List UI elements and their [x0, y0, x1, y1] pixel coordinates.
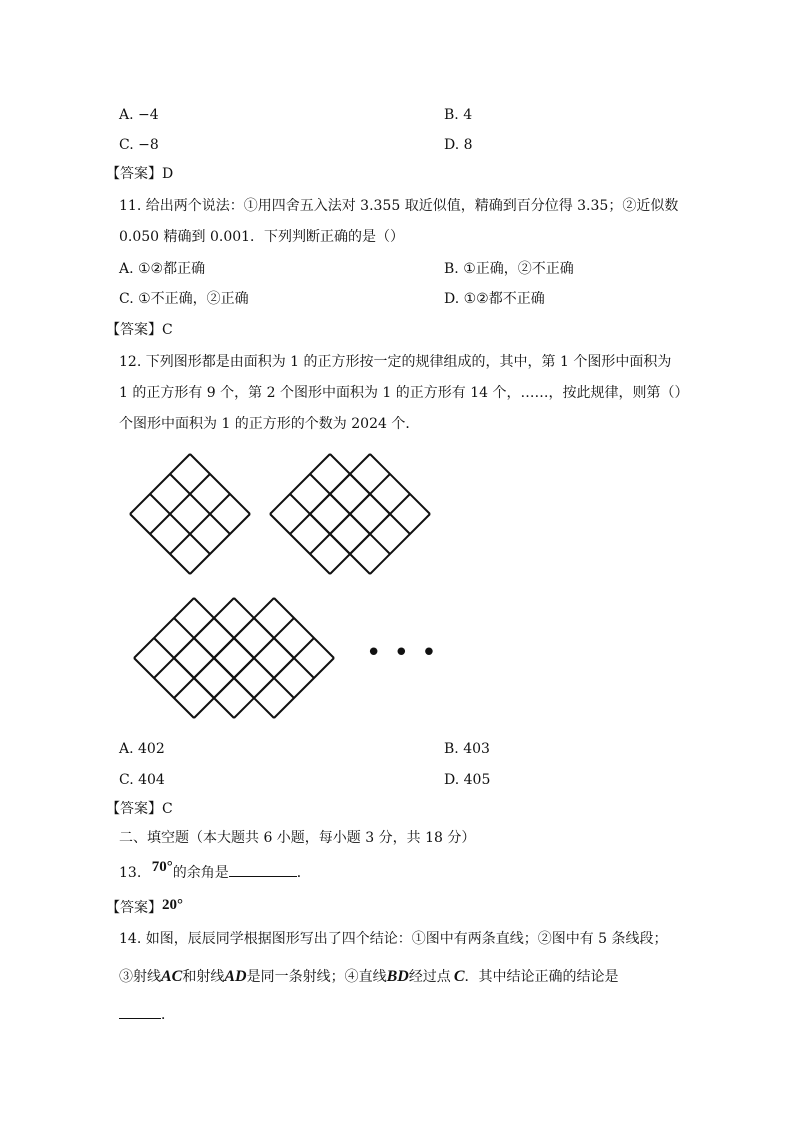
q12-option-a: A. 402 [119, 741, 165, 757]
answer-tag: 【答案】 [106, 166, 162, 182]
q12-figure-2 [268, 452, 432, 576]
section-heading: 二、填空题（本大题共 6 小题，每小题 3 分，共 18 分） [119, 830, 476, 846]
q13-blank[interactable] [229, 862, 297, 877]
q12-figure-1 [128, 452, 252, 576]
q14-part-1: ③射线 [119, 969, 161, 985]
q12-option-d: D. 405 [444, 772, 491, 788]
q13-answer [106, 898, 183, 918]
q12-figure-3 [132, 596, 336, 720]
q10-option-b: B. 4 [444, 107, 473, 123]
q14-answer-line [119, 1004, 175, 1025]
q14-blank[interactable] [119, 1004, 161, 1019]
q13-stem [119, 859, 311, 883]
q11-option-a: A. ①②都正确 [119, 261, 206, 277]
q14-part-4: 经过点 [408, 969, 451, 985]
q13-text: 的余角是 [172, 865, 229, 881]
q14-line-bd: BD [386, 968, 409, 985]
q10-answer [106, 164, 173, 184]
q13-number: 13. [119, 865, 142, 881]
q14-part-2: 和射线 [182, 969, 225, 985]
q11-answer [106, 320, 173, 340]
q14-stem-line-2 [119, 967, 618, 987]
q11-option-b: B. ①正确，②不正确 [444, 261, 574, 277]
q12-option-b: B. 403 [444, 741, 490, 757]
answer-value: 20° [162, 897, 183, 913]
answer-tag: 【答案】 [106, 801, 162, 817]
q13-end: ． [296, 865, 311, 881]
answer-value: C [162, 322, 173, 338]
q10-option-a: A. −4 [119, 107, 159, 123]
q14-point-c: C [453, 968, 465, 985]
q11-option-c: C. ①不正确，②正确 [119, 291, 249, 307]
q10-option-c: C. −8 [119, 137, 159, 153]
q11-stem-line-2: 0.050 精确到 0.001．下列判断正确的是（） [119, 229, 405, 245]
q12-stem-line-3: 个图形中面积为 1 的正方形的个数为 2024 个． [119, 416, 420, 432]
answer-value: D [162, 166, 174, 182]
answer-tag: 【答案】 [106, 900, 162, 916]
q12-stem-line-1: 12. 下列图形都是由面积为 1 的正方形按一定的规律组成的，其中，第 1 个图形中面积为 [119, 354, 672, 370]
q13-angle: 70° [151, 859, 173, 875]
q14-ray-ac: AC [161, 968, 183, 985]
q12-option-c: C. 404 [119, 772, 165, 788]
q12-ellipsis: • • • [366, 638, 439, 668]
q14-end: ． [161, 1007, 175, 1023]
q11-option-d: D. ①②都不正确 [444, 291, 545, 307]
q10-option-d: D. 8 [444, 137, 473, 153]
q14-part-5: ．其中结论正确的结论是 [464, 969, 619, 985]
q14-part-3: 是同一条射线；④直线 [246, 969, 387, 985]
q12-stem-line-2: 1 的正方形有 9 个，第 2 个图形中面积为 1 的正方形有 14 个，……，按此规律，则第（） [119, 385, 689, 401]
q14-ray-ad: AD [224, 968, 247, 985]
q14-stem-line-1: 14. 如图，辰辰同学根据图形写出了四个结论：①图中有两条直线；②图中有 5 条线段； [119, 931, 668, 947]
answer-tag: 【答案】 [106, 322, 162, 338]
q11-stem-line-1: 11. 给出两个说法：①用四舍五入法对 3.355 取近似值，精确到百分位得 3.35；②近似数 [119, 198, 679, 214]
answer-value: C [162, 801, 173, 817]
q12-answer [106, 799, 173, 819]
